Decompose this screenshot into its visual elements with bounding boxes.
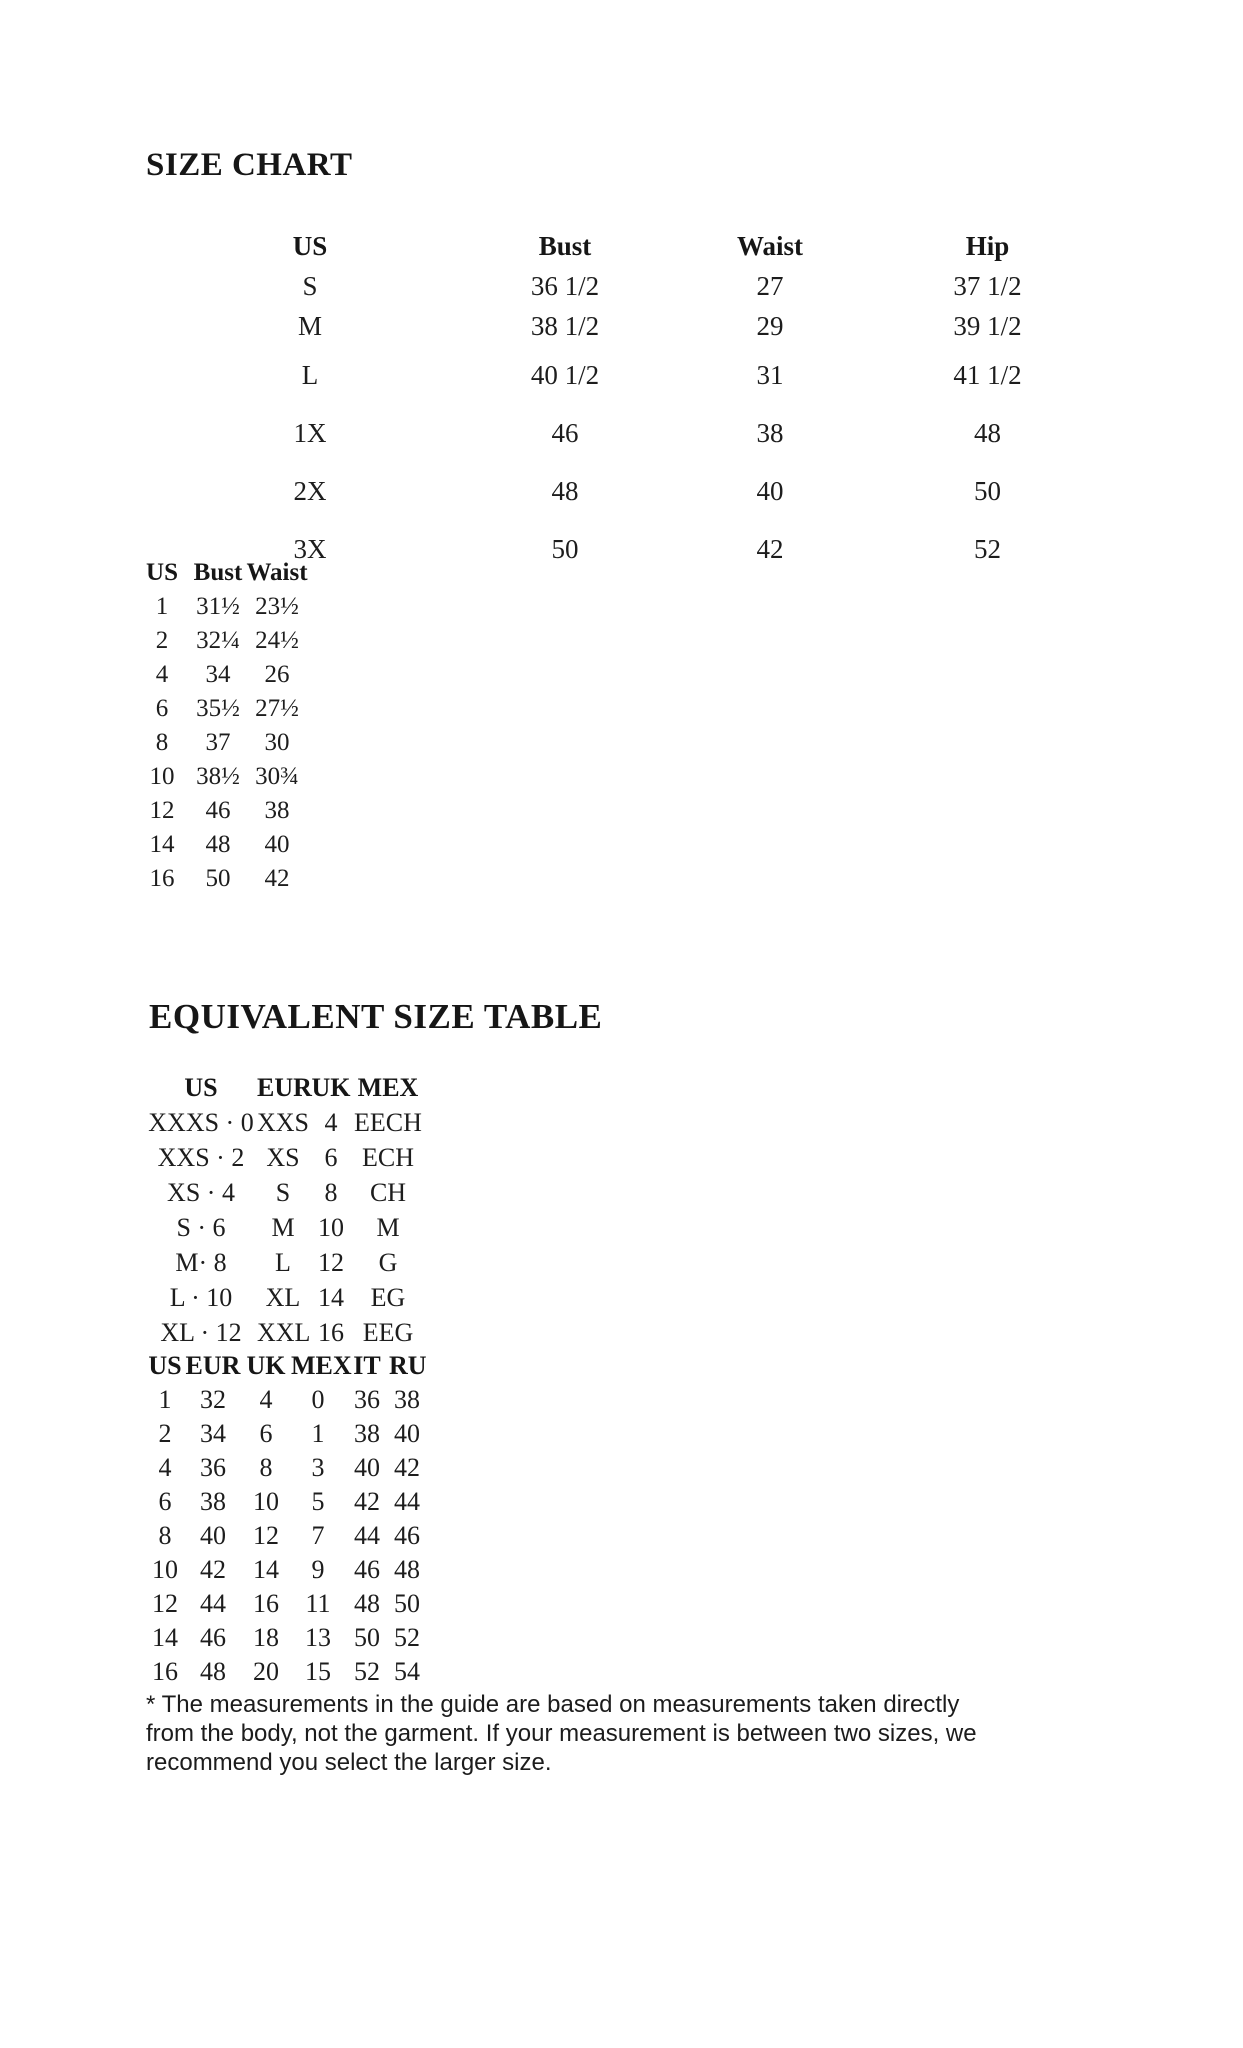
column-header: IT bbox=[353, 1351, 381, 1380]
table-cell: 3 bbox=[311, 1453, 325, 1482]
table-row bbox=[145, 1175, 423, 1210]
table-cell: 37 1/2 bbox=[953, 270, 1022, 301]
table-cell: 50 bbox=[974, 475, 1001, 506]
table-cell: 4 bbox=[155, 661, 169, 688]
table-cell: 1 bbox=[155, 593, 169, 620]
table-cell: 27½ bbox=[255, 695, 299, 722]
table-cell: CH bbox=[369, 1177, 407, 1207]
table-cell: XL bbox=[265, 1282, 301, 1312]
table-header-row bbox=[145, 1349, 425, 1383]
table-cell: EG bbox=[370, 1282, 406, 1312]
column-header: US bbox=[184, 1072, 218, 1102]
table-cell: 14 bbox=[149, 831, 175, 858]
measurement-table bbox=[160, 226, 1105, 578]
table-row bbox=[145, 1621, 425, 1655]
table-cell: 38 bbox=[200, 1487, 226, 1516]
table-row bbox=[132, 692, 310, 726]
table-cell: 38½ bbox=[196, 763, 240, 790]
table-cell: 1 bbox=[311, 1419, 325, 1448]
table-header-row bbox=[132, 556, 310, 590]
table-cell: 36 bbox=[200, 1453, 226, 1482]
table-row bbox=[160, 266, 1105, 306]
column-header: MEX bbox=[291, 1351, 352, 1380]
table-cell: 12 bbox=[318, 1247, 344, 1277]
column-header: Bust bbox=[538, 230, 592, 261]
table-cell: 14 bbox=[318, 1282, 344, 1312]
table-row bbox=[132, 828, 310, 862]
table-row bbox=[145, 1587, 425, 1621]
table-cell: 38 1/2 bbox=[530, 310, 600, 341]
table-header-row bbox=[160, 226, 1105, 266]
table-row bbox=[145, 1210, 423, 1245]
table-cell: 40 bbox=[394, 1419, 420, 1448]
table-cell: 13 bbox=[305, 1623, 331, 1652]
table-cell: 40 bbox=[264, 831, 290, 858]
measurement-footnote bbox=[146, 1690, 977, 1777]
table-cell: 52 bbox=[394, 1623, 420, 1652]
table-row bbox=[160, 462, 1105, 520]
table-cell: 31 bbox=[756, 359, 784, 390]
table-cell: 44 bbox=[354, 1521, 380, 1550]
table-cell: 16 bbox=[253, 1589, 279, 1618]
table-cell: 6 bbox=[155, 695, 169, 722]
table-cell: 32 bbox=[200, 1385, 226, 1414]
table-cell: 42 bbox=[354, 1487, 380, 1516]
table-cell: 48 bbox=[551, 475, 579, 506]
table-row bbox=[132, 624, 310, 658]
table-row bbox=[132, 862, 310, 896]
column-header: EUR bbox=[185, 1351, 241, 1380]
footnote-line: from the body, not the garment. If your measurement is between two sizes, we bbox=[146, 1720, 977, 1747]
table-cell: 41 1/2 bbox=[953, 359, 1022, 390]
table-cell: 42 bbox=[200, 1555, 226, 1584]
table-row bbox=[160, 346, 1105, 404]
table-row bbox=[160, 404, 1105, 462]
table-cell: M· 8 bbox=[175, 1247, 227, 1277]
table-cell: 10 bbox=[253, 1487, 279, 1516]
table-cell: 27 bbox=[756, 270, 784, 301]
table-cell: 34 bbox=[200, 1419, 226, 1448]
table-cell: 50 bbox=[205, 865, 231, 892]
table-cell: 8 bbox=[324, 1177, 338, 1207]
table-cell: 24½ bbox=[255, 627, 299, 654]
table-cell: 16 bbox=[149, 865, 175, 892]
table-cell: 11 bbox=[305, 1589, 331, 1618]
equivalent-size-table-title: EQUIVALENT SIZE TABLE bbox=[149, 997, 603, 1036]
table-cell: 6 bbox=[259, 1419, 273, 1448]
column-header: MEX bbox=[357, 1072, 419, 1102]
table-cell: 54 bbox=[394, 1657, 420, 1686]
table-cell: 14 bbox=[152, 1623, 178, 1652]
table-cell: XS · 4 bbox=[167, 1177, 235, 1207]
table-row bbox=[145, 1280, 423, 1315]
table-row bbox=[145, 1655, 425, 1689]
table-cell: 38 bbox=[264, 797, 290, 824]
table-cell: 6 bbox=[158, 1487, 172, 1516]
table-cell: 36 1/2 bbox=[530, 270, 600, 301]
table-cell: 35½ bbox=[196, 695, 240, 722]
column-header: US bbox=[146, 559, 178, 586]
table-cell: 42 bbox=[394, 1453, 420, 1482]
table-cell: 5 bbox=[311, 1487, 325, 1516]
table-cell: 26 bbox=[264, 661, 290, 688]
table-cell: 4 bbox=[324, 1107, 338, 1137]
table-cell: 38 bbox=[756, 417, 784, 448]
table-cell: 46 bbox=[551, 417, 579, 448]
table-row bbox=[145, 1451, 425, 1485]
table-cell: 7 bbox=[311, 1521, 325, 1550]
table-cell: 30¾ bbox=[255, 763, 299, 790]
table-row bbox=[145, 1417, 425, 1451]
table-cell: XXS · 2 bbox=[157, 1142, 245, 1172]
table-cell: 38 bbox=[354, 1419, 380, 1448]
table-cell: 48 bbox=[205, 831, 231, 858]
table-cell: 12 bbox=[253, 1521, 279, 1550]
table-cell: 48 bbox=[354, 1589, 380, 1618]
international-numeric-size-table bbox=[145, 1349, 425, 1689]
table-row bbox=[132, 794, 310, 828]
table-cell: 4 bbox=[158, 1453, 172, 1482]
table-cell: 18 bbox=[253, 1623, 279, 1652]
table-cell: 15 bbox=[305, 1657, 331, 1686]
table-row bbox=[145, 1105, 423, 1140]
table-cell: 50 bbox=[394, 1589, 420, 1618]
table-cell: S bbox=[275, 1177, 291, 1207]
table-cell: EEG bbox=[362, 1317, 414, 1347]
table-cell: XS bbox=[266, 1142, 300, 1172]
table-row bbox=[132, 590, 310, 624]
table-cell: G bbox=[378, 1247, 398, 1277]
table-cell: 3X bbox=[293, 533, 327, 564]
table-row bbox=[145, 1315, 423, 1350]
table-cell: M bbox=[271, 1212, 295, 1242]
table-cell: 42 bbox=[756, 533, 784, 564]
table-cell: 46 bbox=[354, 1555, 380, 1584]
table-cell: 44 bbox=[394, 1487, 420, 1516]
table-cell: 32¼ bbox=[196, 627, 240, 654]
column-header: UK bbox=[246, 1351, 286, 1380]
table-cell: 20 bbox=[253, 1657, 279, 1686]
table-cell: ECH bbox=[362, 1142, 414, 1172]
table-cell: XL · 12 bbox=[160, 1317, 242, 1347]
table-cell: 40 bbox=[200, 1521, 226, 1550]
table-cell: 48 bbox=[200, 1657, 226, 1686]
table-cell: 10 bbox=[149, 763, 175, 790]
table-cell: 46 bbox=[394, 1521, 420, 1550]
table-cell: S bbox=[302, 270, 318, 301]
table-cell: 34 bbox=[205, 661, 231, 688]
table-cell: 14 bbox=[253, 1555, 279, 1584]
table-row bbox=[132, 760, 310, 794]
table-cell: XXL bbox=[257, 1317, 311, 1347]
table-cell: S · 6 bbox=[176, 1212, 226, 1242]
column-header: EUR bbox=[257, 1072, 312, 1102]
table-cell: XXXS · 0 bbox=[148, 1107, 254, 1137]
table-cell: 12 bbox=[152, 1589, 178, 1618]
table-cell: 52 bbox=[974, 533, 1001, 564]
table-cell: 48 bbox=[394, 1555, 420, 1584]
footnote-line: recommend you select the larger size. bbox=[146, 1749, 552, 1776]
table-row bbox=[145, 1485, 425, 1519]
table-header-row bbox=[145, 1070, 423, 1105]
table-cell: 46 bbox=[200, 1623, 226, 1652]
column-header: Bust bbox=[193, 559, 243, 586]
table-row bbox=[145, 1140, 423, 1175]
table-cell: 46 bbox=[205, 797, 231, 824]
column-header: US bbox=[292, 230, 328, 261]
table-cell: M bbox=[376, 1212, 400, 1242]
table-row bbox=[132, 658, 310, 692]
us-bust-waist-table bbox=[132, 556, 310, 896]
table-cell: 29 bbox=[756, 310, 784, 341]
table-cell: 40 bbox=[756, 475, 784, 506]
table-cell: 30 bbox=[264, 729, 290, 756]
table-cell: 6 bbox=[324, 1142, 338, 1172]
table-cell: 4 bbox=[259, 1385, 273, 1414]
table-cell: EECH bbox=[354, 1107, 422, 1137]
table-cell: 23½ bbox=[255, 593, 299, 620]
table-cell: 16 bbox=[152, 1657, 178, 1686]
table-cell: 2 bbox=[158, 1419, 172, 1448]
table-cell: L · 10 bbox=[169, 1282, 233, 1312]
column-header: Waist bbox=[736, 230, 803, 261]
column-header: US bbox=[148, 1351, 182, 1380]
column-header: Waist bbox=[246, 559, 308, 586]
table-cell: 39 1/2 bbox=[953, 310, 1022, 341]
size-chart-title: SIZE CHART bbox=[146, 147, 353, 183]
table-row bbox=[145, 1383, 425, 1417]
table-cell: 42 bbox=[264, 865, 290, 892]
table-cell: 12 bbox=[149, 797, 175, 824]
table-cell: 8 bbox=[155, 729, 169, 756]
table-cell: L bbox=[275, 1247, 291, 1277]
table-cell: 36 bbox=[354, 1385, 380, 1414]
table-cell: 1 bbox=[158, 1385, 172, 1414]
table-cell: M bbox=[297, 310, 322, 341]
table-cell: 38 bbox=[394, 1385, 420, 1414]
table-cell: 2 bbox=[155, 627, 169, 654]
table-cell: L bbox=[301, 359, 319, 390]
table-cell: XXS bbox=[257, 1107, 310, 1137]
table-cell: 44 bbox=[200, 1589, 226, 1618]
table-cell: 16 bbox=[318, 1317, 344, 1347]
table-row bbox=[145, 1553, 425, 1587]
column-header: RU bbox=[389, 1351, 427, 1380]
table-cell: 0 bbox=[311, 1385, 325, 1414]
table-cell: 8 bbox=[259, 1453, 273, 1482]
table-cell: 40 1/2 bbox=[530, 359, 600, 390]
table-row bbox=[145, 1245, 423, 1280]
column-header: Hip bbox=[965, 230, 1010, 261]
column-header: UK bbox=[311, 1072, 351, 1102]
table-row bbox=[160, 306, 1105, 346]
table-row bbox=[132, 726, 310, 760]
footnote-line: * The measurements in the guide are based on measurements taken directly bbox=[146, 1691, 960, 1718]
table-cell: 40 bbox=[354, 1453, 380, 1482]
table-cell: 31½ bbox=[196, 593, 240, 620]
table-cell: 9 bbox=[311, 1555, 325, 1584]
table-cell: 2X bbox=[293, 475, 327, 506]
international-letter-size-table bbox=[145, 1070, 423, 1350]
table-cell: 50 bbox=[354, 1623, 380, 1652]
table-cell: 10 bbox=[318, 1212, 344, 1242]
table-cell: 50 bbox=[551, 533, 579, 564]
table-cell: 37 bbox=[205, 729, 231, 756]
table-cell: 52 bbox=[354, 1657, 380, 1686]
table-cell: 48 bbox=[974, 417, 1001, 448]
table-cell: 1X bbox=[293, 417, 327, 448]
table-row bbox=[145, 1519, 425, 1553]
table-cell: 10 bbox=[152, 1555, 178, 1584]
table-cell: 8 bbox=[158, 1521, 172, 1550]
